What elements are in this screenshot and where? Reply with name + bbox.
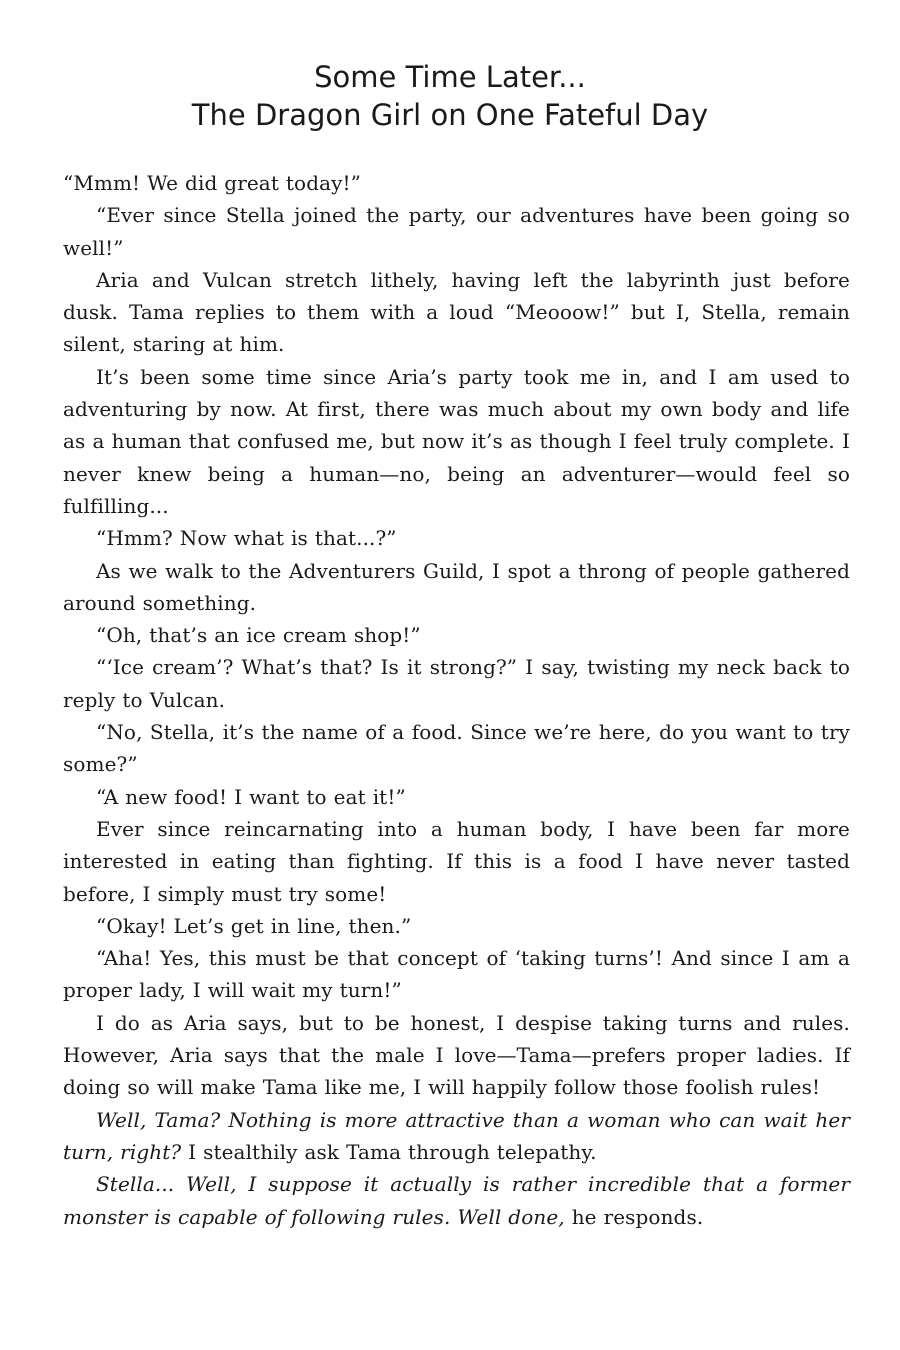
chapter-title-line-2: The Dragon Girl on One Fateful Day — [191, 98, 709, 132]
paragraph-telepathy — [63, 1168, 850, 1233]
paragraph: “A new food! I want to eat it!” — [96, 784, 406, 809]
paragraph: “Oh, that’s an ice cream shop!” — [96, 623, 421, 648]
paragraph: “Aha! Yes, this must be that concept of ‘taking turns’! And since I am a proper lady, I will wait my turn!” — [63, 946, 850, 1003]
chapter-title-line-1: Some Time Later... — [314, 60, 586, 94]
paragraph: I do as Aria says, but to be honest, I despise taking turns and rules. However, Aria says that the male I love—Tama—prefers proper ladies. If doing so will make Tama like me, I will happily follow those foolish rules! — [63, 1010, 850, 1100]
telepathy-thought: Stella... Well, I suppose it actually is rather incredible that a former monster is capable of following rules. Well done, — [63, 1172, 850, 1229]
paragraph: As we walk to the Adventurers Guild, I spot a throng of people gathered around something. — [63, 558, 850, 615]
paragraph: “‘Ice cream’? What’s that? Is it strong?” I say, twisting my neck back to reply to Vulcan. — [63, 655, 850, 712]
paragraph: “Ever since Stella joined the party, our adventures have been going so well!” — [63, 203, 850, 260]
paragraph: Aria and Vulcan stretch lithely, having left the labyrinth just before dusk. Tama replies to them with a loud “Meooow!” but I, Stella, remain silent, staring at him. — [63, 267, 850, 357]
telepathy-thought: Well, Tama? Nothing is more attractive than a woman who can wait her turn, right? — [63, 1107, 850, 1164]
paragraph: Ever since reincarnating into a human body, I have been far more interested in eating than fighting. If this is a food I have never tasted before, I simply must try some! — [63, 816, 850, 906]
narration: I stealthily ask Tama through telepathy. — [181, 1139, 597, 1164]
paragraph-telepathy — [63, 1104, 850, 1169]
paragraph: “Okay! Let’s get in line, then.” — [96, 913, 412, 938]
paragraph: It’s been some time since Aria’s party took me in, and I am used to adventuring by now. At first, there was much about my own body and life as a human that confused me, but now it’s as though I feel truly complete. I never knew being a human—no, being an adventurer—would feel so fulfilling... — [63, 364, 850, 518]
chapter-title — [0, 58, 900, 134]
paragraph: “No, Stella, it’s the name of a food. Since we’re here, do you want to try some?” — [63, 720, 850, 777]
chapter-body — [63, 167, 850, 1233]
paragraph: “Hmm? Now what is that...?” — [96, 526, 397, 551]
narration: he responds. — [564, 1204, 704, 1229]
paragraph: “Mmm! We did great today!” — [63, 171, 361, 195]
